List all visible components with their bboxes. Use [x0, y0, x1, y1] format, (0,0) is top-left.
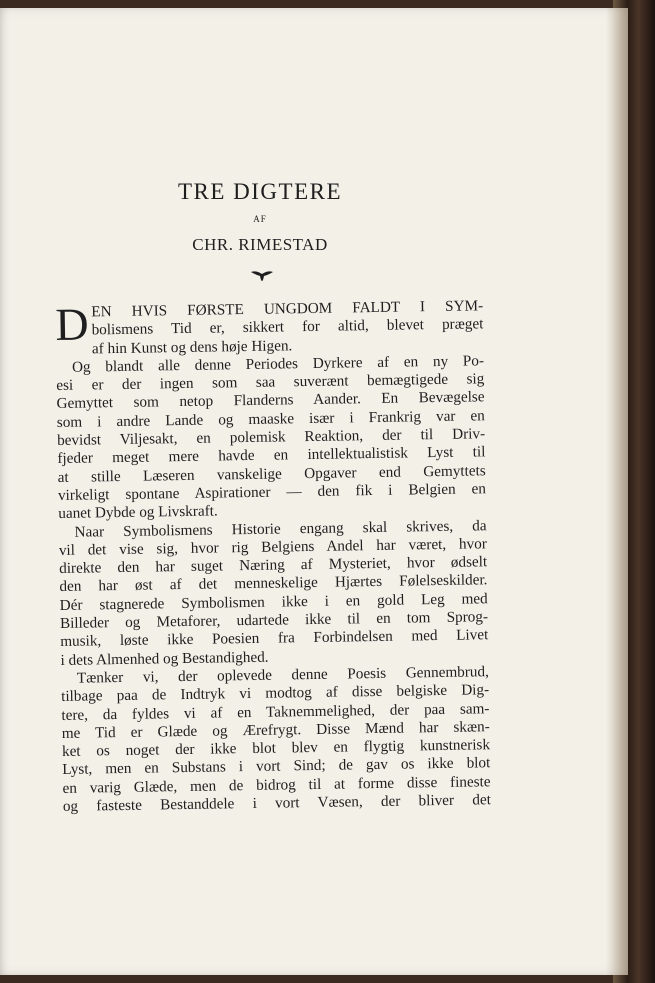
author-name: CHR. RIMESTAD — [192, 235, 328, 254]
page-title: TRE DIGTERE — [177, 179, 343, 204]
text-line: Tænker vi, der oplevede denne Poesis Gennembrud, — [76, 663, 489, 687]
text-line: af hin Kunst og dens høje Higen. — [91, 336, 293, 358]
text-line: Dér stagnerede Symbolismen ikke i en gold Leg med — [59, 589, 488, 614]
body-text — [55, 297, 491, 816]
drop-cap: D — [54, 298, 89, 350]
ornament-icon — [250, 270, 274, 282]
text-line: uanet Dybde og Livskraft. — [58, 502, 218, 523]
text-line: tilbage paa de Indtryk vi modtog af disse belgiske Dig- — [61, 681, 490, 706]
text-line: Gemyttet som netop Flanderns Aander. En Bevægelse — [56, 388, 485, 413]
text-line: en varig Glæde, men de bidrog til at forme disse fineste — [62, 772, 491, 797]
text-line: ket os noget der ikke blot blev en flygtig kunstnerisk — [61, 736, 491, 761]
text-line: Lyst, men en Substans i vort Sind; de gav os ikke blot — [62, 754, 491, 779]
text-line: vil det vise sig, hvor rig Belgiens Andel har været, hvor — [58, 535, 487, 559]
text-line: esi er der ingen som saa suverænt bemægtigede sig — [56, 370, 485, 395]
text-line: Og blandt alle denne Periodes Dyrkere af en ny Po- — [71, 352, 485, 376]
text-line: direkte den har suget Næring af Mysteriet, hvor ødselt — [59, 553, 488, 578]
text-line: me Tid er Glæde og Ærefrygt. Disse Mænd har skæn- — [61, 718, 490, 742]
page-gutter-shadow — [606, 8, 628, 975]
text-line: at stille Læseren vanskelige Opgaver end Gemyttets — [57, 461, 486, 486]
text-line: i dets Almenhed og Bestandighed. — [60, 648, 269, 669]
book-page — [0, 8, 628, 975]
text-line: og fasteste Bestanddele i vort Væsen, der bliver det — [62, 791, 491, 815]
text-line: tere, da fyldes vi af en Taknemmelighed, der paa sam- — [61, 699, 490, 724]
text-line: fjeder meget mere havde en intellektualistisk Lyst til — [57, 443, 486, 468]
text-line: EN HVIS FØRSTE UNGDOM FALDT I SYM- — [91, 297, 484, 321]
text-line: den har øst af det menneskelige Hjærtes Følelseskilder. — [59, 571, 488, 596]
text-line: Billeder og Metaforer, udartede ikke til en tom Sprog- — [59, 608, 489, 633]
text-line: bevidst Viljesakt, en polemisk Reaktion, der til Driv- — [57, 425, 486, 450]
text-line: som i andre Lande og maaske især i Frankrig var en — [56, 407, 485, 431]
text-line: virkeligt spontane Aspirationer — den fik i Belgien en — [57, 480, 487, 504]
text-line: musik, løste ikke Poesien fra Forbindelsen med Livet — [60, 626, 489, 651]
byline-af: AF — [253, 214, 267, 224]
text-line: Naar Symbolismens Historie engang skal skrives, da — [74, 516, 487, 541]
text-line: bolismens Tid er, sikkert for altid, blevet præget — [91, 315, 484, 339]
